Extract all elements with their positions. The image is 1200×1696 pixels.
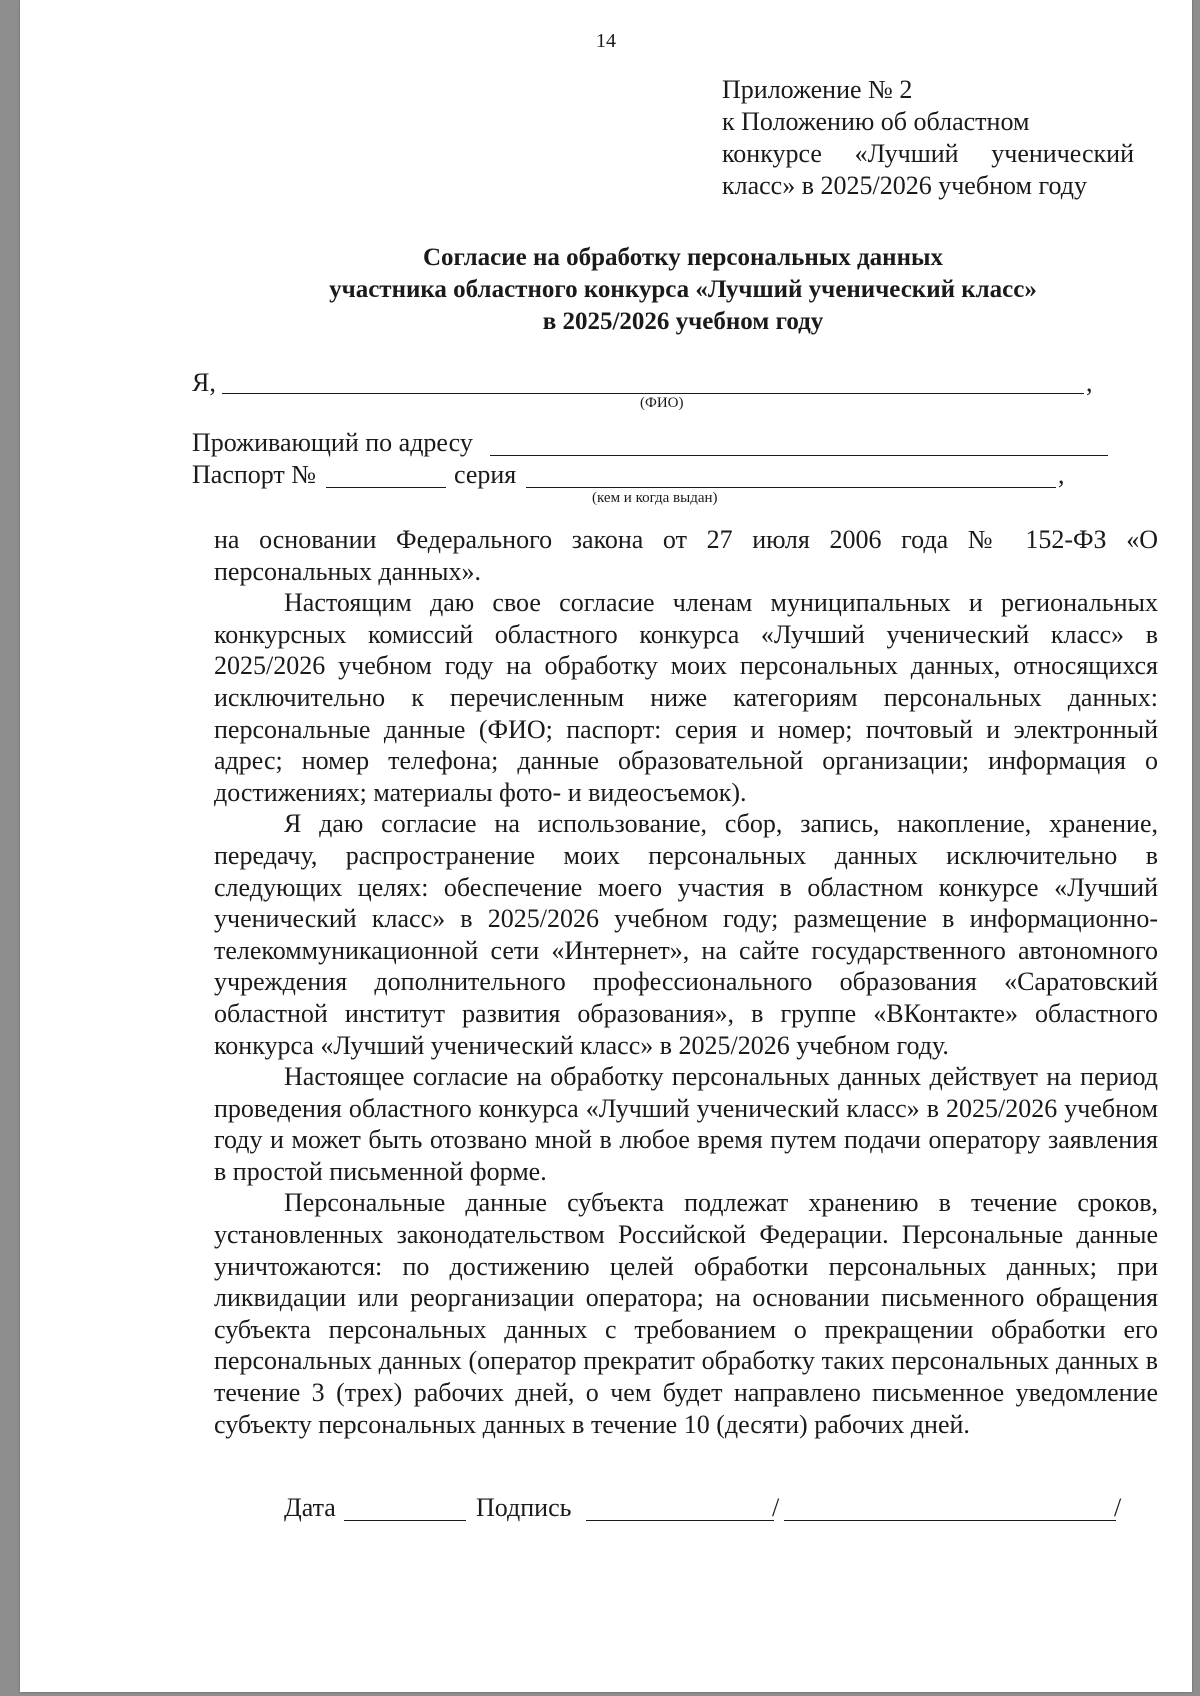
appendix-header	[722, 74, 1162, 202]
date-input-line[interactable]	[344, 1520, 466, 1521]
signature-slash-2: /	[1114, 1493, 1122, 1522]
signature-label: Подпись	[476, 1493, 572, 1522]
signature-name-line[interactable]	[784, 1520, 1116, 1521]
passport-label: Паспорт №	[192, 460, 317, 489]
signature-input-line[interactable]	[586, 1520, 774, 1521]
paragraph-consent-categories: Настоящим даю свое согласие членам муниципальных и региональных конкурсных комиссий областного конкурса «Лучший ученический класс» в 2025/2026 учебном году на обработку моих персональных данных, относящихся исключительно к перечисленным ниже категориям персональных данных: персональные данные (ФИО; паспорт: серия и номер; почтовый и электронный адрес; номер телефона; данные образовательной организации; информация о достижениях; материалы фото- и видеосъемок).	[214, 588, 1158, 807]
fio-comma: ,	[1086, 368, 1093, 397]
paragraph-data-storage: Персональные данные субъекта подлежат хранению в течение сроков, установленных законодательством Российской Федерации. Персональные данные уничтожаются: по достижению целей обработки персональных данных; при ликвидации или реорганизации оператора; на основании письменного обращения субъекта персональных данных с требованием о прекращении обработки его персональных данных (оператор прекратит обработку таких персональных данных в течение 3 (трех) рабочих дней, о чем будет направлено письменное уведомление субъекту персональных данных в течение 10 (десяти) рабочих дней.	[214, 1188, 1158, 1439]
appendix-word: конкурсе	[722, 139, 822, 168]
fio-label: Я,	[192, 368, 216, 397]
passport-number-line[interactable]	[326, 487, 446, 488]
page-number: 14	[596, 30, 616, 52]
document-title	[20, 242, 1200, 338]
appendix-word: «Лучший	[854, 139, 959, 168]
appendix-line-3	[722, 138, 1134, 170]
series-label: серия	[454, 460, 517, 489]
title-line-3: в 2025/2026 учебном году	[542, 308, 824, 335]
paragraph-legal-basis: на основании Федерального закона от 27 июля 2006 года № 152-ФЗ «О персональных данных».	[214, 525, 1158, 586]
paragraph-consent-period: Настоящее согласие на обработку персональных данных действует на период проведения областного конкурса «Лучший ученический класс» в 2025/2026 учебном году и может быть отозвано мной в любое время путем подачи оператору заявления в простой письменной форме.	[214, 1062, 1158, 1186]
fio-hint: (ФИО)	[640, 395, 684, 411]
title-line-1: Согласие на обработку персональных данных	[422, 244, 943, 271]
issued-hint: (кем и когда выдан)	[592, 490, 718, 506]
document-page	[20, 0, 1192, 1692]
signature-slash-1: /	[772, 1493, 780, 1522]
paragraph-consent-purposes: Я даю согласие на использование, сбор, запись, накопление, хранение, передачу, распространение моих персональных данных исключительно в следующих целях: обеспечение моего участия в областном конкурсе «Лучший ученический класс» в 2025/2026 учебном году; размещение в информационно-телекоммуникационной сети «Интернет», на сайте государственного автономного учреждения дополнительного профессионального образования «Саратовский областной институт развития образования», в группе «ВКонтакте» областного конкурса «Лучший ученический класс» в 2025/2026 учебном году.	[214, 809, 1158, 1060]
address-input-line[interactable]	[490, 455, 1108, 456]
passport-comma: ,	[1058, 460, 1065, 489]
title-line-2: участника областного конкурса «Лучший ученический класс»	[329, 276, 1037, 303]
appendix-line-4: класс» в 2025/2026 учебном году	[722, 171, 1087, 200]
date-label: Дата	[284, 1493, 336, 1522]
appendix-line-1: Приложение № 2	[722, 75, 913, 104]
passport-series-line[interactable]	[526, 487, 1056, 488]
address-label: Проживающий по адресу	[192, 428, 473, 457]
appendix-line-2: к Положению об областном	[722, 107, 1030, 136]
appendix-word: ученический	[991, 139, 1134, 168]
consent-body	[214, 524, 1158, 1440]
fio-input-line[interactable]	[222, 393, 1084, 394]
